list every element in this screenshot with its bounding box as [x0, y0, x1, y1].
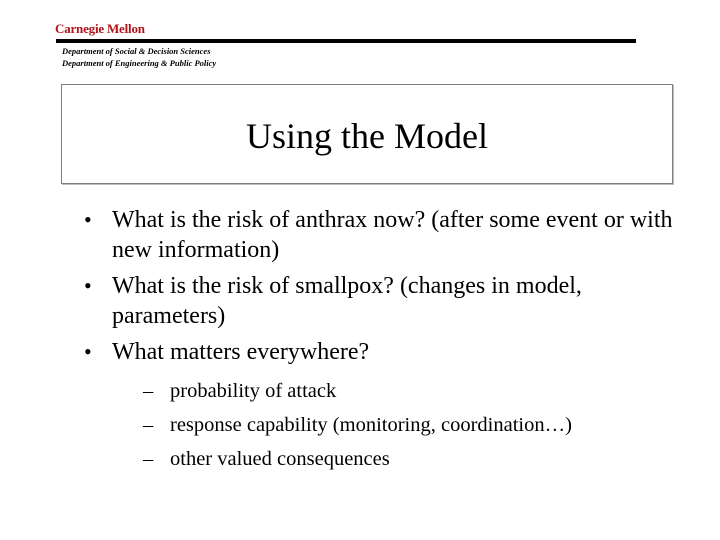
bullet-item [84, 271, 684, 331]
bullet-item [84, 205, 684, 265]
sub-bullet-text: probability of attack [170, 380, 337, 402]
sub-bullet-text: other valued consequences [170, 448, 390, 470]
carnegie-mellon-logo: Carnegie Mellon [55, 21, 145, 36]
title-box [61, 84, 673, 184]
department-line-2: Department of Engineering & Public Policy [62, 58, 217, 68]
bullet-text: What matters everywhere? [112, 339, 370, 365]
bullet-list [84, 205, 684, 481]
bullet-item [84, 337, 684, 471]
sub-bullet-item [112, 379, 684, 403]
bullet-text: What is the risk of smallpox? (changes in model, parameters) [112, 273, 582, 329]
sub-bullet-list [112, 379, 684, 471]
sub-bullet-item [112, 413, 684, 437]
sub-bullet-marker: – [143, 448, 154, 470]
header-rule [56, 39, 636, 43]
bullet-marker: • [84, 207, 92, 232]
bullet-marker: • [84, 273, 92, 298]
sub-bullet-item [112, 447, 684, 471]
department-line-1: Department of Social & Decision Sciences [62, 46, 211, 56]
sub-bullet-marker: – [143, 380, 154, 402]
slide-title: Using the Model [246, 116, 488, 156]
sub-bullet-marker: – [143, 414, 154, 436]
bullet-text: What is the risk of anthrax now? (after some event or with new information) [112, 207, 673, 263]
sub-bullet-text: response capability (monitoring, coordination…) [170, 414, 572, 436]
bullet-marker: • [84, 339, 92, 364]
